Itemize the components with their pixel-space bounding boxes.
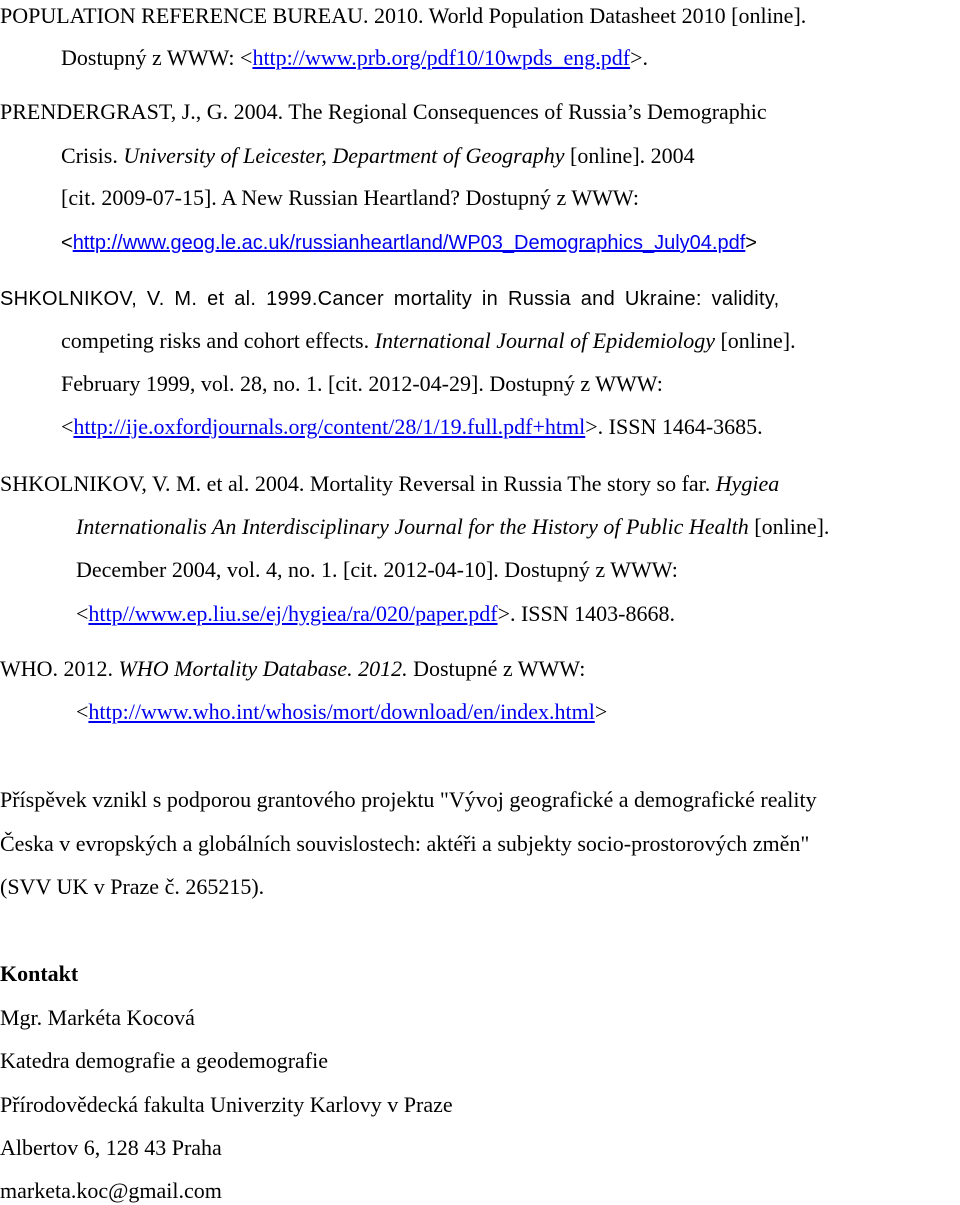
ref-who-line1: WHO. 2012. WHO Mortality Database. 2012. Dostupné z WWW: <box>0 656 586 681</box>
ref-prb-line2: Dostupný z WWW: <http://www.prb.org/pdf10/10wpds_eng.pdf>. <box>61 45 649 70</box>
ref-shkolnikov1999-line1: SHKOLNIKOV, V. M. et al. 1999.Cancer mortality in Russia and Ukraine: validity, <box>0 288 780 310</box>
grant-line3: (SVV UK v Praze č. 265215). <box>0 874 265 899</box>
grant-line1: Příspěvek vznikl s podporou grantového projektu "Vývoj geografické a demografické reality <box>0 787 817 812</box>
ref-shkolnikov2004-line3: December 2004, vol. 4, no. 1. [cit. 2012-04-10]. Dostupný z WWW: <box>76 557 678 582</box>
ref-prendergrast-line4: <http://www.geog.le.ac.uk/russianheartland/WP03_Demographics_July04.pdf> <box>61 232 757 254</box>
ref-shkolnikov2004-link[interactable]: http//www.ep.liu.se/ej/hygiea/ra/020/paper.pdf <box>88 601 498 626</box>
ref-shkolnikov2004-line2: Internationalis An Interdisciplinary Journal for the History of Public Health [online]. <box>76 514 830 539</box>
ref-prendergrast-line2: Crisis. University of Leicester, Department of Geography [online]. 2004 <box>61 143 695 168</box>
ref-shkolnikov2004-line1: SHKOLNIKOV, V. M. et al. 2004. Mortality Reversal in Russia The story so far. Hygiea <box>0 471 780 496</box>
ref-who-link[interactable]: http://www.who.int/whosis/mort/download/en/index.html <box>88 699 595 724</box>
ref-who-line2: <http://www.who.int/whosis/mort/download/en/index.html> <box>76 699 608 724</box>
ref-prb-link[interactable]: http://www.prb.org/pdf10/10wpds_eng.pdf <box>252 45 631 70</box>
ref-shkolnikov2004-line4: <http//www.ep.liu.se/ej/hygiea/ra/020/paper.pdf>. ISSN 1403-8668. <box>76 601 675 626</box>
contact-name: Mgr. Markéta Kocová <box>0 1005 195 1030</box>
ref-prendergrast-line3: [cit. 2009-07-15]. A New Russian Heartland? Dostupný z WWW: <box>61 185 639 210</box>
ref-shkolnikov1999-line4: <http://ije.oxfordjournals.org/content/28/1/19.full.pdf+html>. ISSN 1464-3685. <box>61 414 763 439</box>
grant-line2: Česka v evropských a globálních souvislostech: aktéři a subjekty socio-prostorových změn" <box>0 831 810 856</box>
contact-address: Albertov 6, 128 43 Praha <box>0 1135 222 1160</box>
contact-department: Katedra demografie a geodemografie <box>0 1048 328 1073</box>
contact-email: marketa.koc@gmail.com <box>0 1178 222 1203</box>
ref-prb-line1: POPULATION REFERENCE BUREAU. 2010. World Population Datasheet 2010 [online]. <box>0 3 807 28</box>
ref-prendergrast-link[interactable]: http://www.geog.le.ac.uk/russianheartland/WP03_Demographics_July04.pdf <box>72 232 746 254</box>
contact-heading: Kontakt <box>0 961 79 986</box>
ref-shkolnikov1999-line2: competing risks and cohort effects. International Journal of Epidemiology [online]. <box>61 328 796 353</box>
ref-shkolnikov1999-link[interactable]: http://ije.oxfordjournals.org/content/28/1/19.full.pdf+html <box>73 414 586 439</box>
ref-prendergrast-line1: PRENDERGRAST, J., G. 2004. The Regional Consequences of Russia’s Demographic <box>0 99 767 124</box>
contact-faculty: Přírodovědecká fakulta Univerzity Karlovy v Praze <box>0 1092 453 1117</box>
ref-shkolnikov1999-line3: February 1999, vol. 28, no. 1. [cit. 2012-04-29]. Dostupný z WWW: <box>61 371 663 396</box>
